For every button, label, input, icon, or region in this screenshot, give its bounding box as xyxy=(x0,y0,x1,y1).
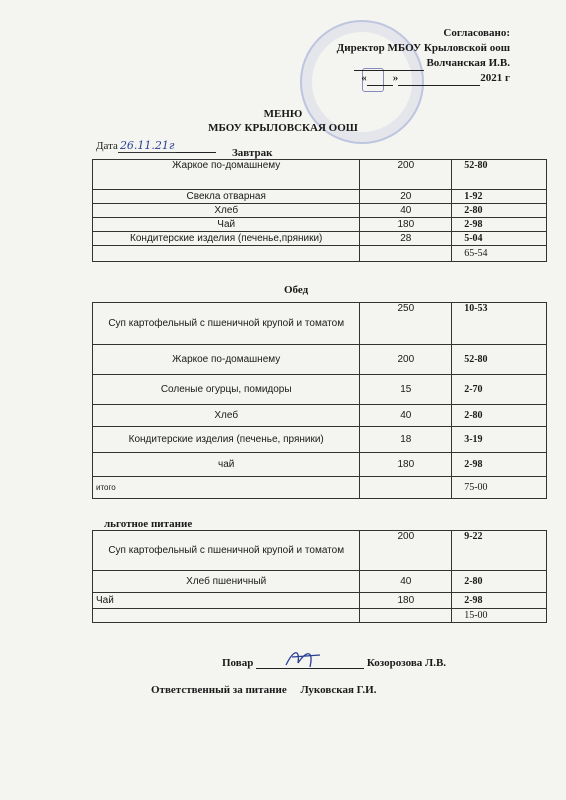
table-row xyxy=(93,427,547,453)
approval-date-close-quote: » xyxy=(392,72,399,84)
table-row xyxy=(93,593,547,609)
approval-date-open-quote: « xyxy=(361,72,367,84)
approval-name: Волчанская И.В. xyxy=(426,57,510,69)
dish-name: Кондитерские изделия (печенье,пряники) xyxy=(93,232,360,246)
table-row xyxy=(93,405,547,427)
cook-signature-row xyxy=(222,657,446,669)
dish-qty: 15 xyxy=(360,375,452,405)
cook-name: Козорозова Л.В. xyxy=(366,657,447,669)
dish-price: 2-98 xyxy=(452,218,547,232)
dish-price: 5-04 xyxy=(452,232,547,246)
dish-qty: 18 xyxy=(360,427,452,453)
dish-name: Чай xyxy=(93,593,360,609)
dish-price: 3-19 xyxy=(452,427,547,453)
lunch-total: 75-00 xyxy=(452,477,547,499)
dish-price: 2-70 xyxy=(452,375,547,405)
table-row xyxy=(93,453,547,477)
approval-position: Директор МБОУ Крыловской оош xyxy=(336,42,510,54)
dish-price: 2-98 xyxy=(452,453,547,477)
date-label: Дата xyxy=(96,140,118,152)
dish-qty: 40 xyxy=(360,571,452,593)
dish-price: 10-53 xyxy=(452,303,547,345)
dish-qty: 40 xyxy=(360,204,452,218)
breakfast-total: 65-54 xyxy=(452,246,547,262)
responsible-row xyxy=(151,684,376,696)
table-row xyxy=(93,345,547,375)
table-row xyxy=(93,232,547,246)
responsible-label: Ответственный за питание xyxy=(151,684,287,696)
table-row xyxy=(93,160,547,190)
dish-qty: 28 xyxy=(360,232,452,246)
discount-total: 15-00 xyxy=(452,609,547,623)
dish-qty: 180 xyxy=(360,593,452,609)
table-row xyxy=(93,190,547,204)
approval-date-row xyxy=(337,71,510,86)
dish-qty: 200 xyxy=(360,345,452,375)
table-row xyxy=(93,477,547,499)
approval-signature-row xyxy=(337,56,510,71)
dish-name: Кондитерские изделия (печенье, пряники) xyxy=(93,427,360,453)
cook-label: Повар xyxy=(222,657,254,669)
dish-qty: 250 xyxy=(360,303,452,345)
dish-name: Суп картофельный с пшеничной крупой и томатом xyxy=(93,531,360,571)
school-name: МБОУ КРЫЛОВСКАЯ ООШ xyxy=(208,122,358,134)
table-row xyxy=(93,571,547,593)
approval-year: 2021 г xyxy=(480,72,510,84)
lunch-total-label: итого xyxy=(93,477,360,499)
dish-price: 2-98 xyxy=(452,593,547,609)
table-row xyxy=(93,303,547,345)
dish-qty: 180 xyxy=(360,453,452,477)
dish-qty: 40 xyxy=(360,405,452,427)
date-row xyxy=(96,139,216,153)
discount-table xyxy=(92,530,547,623)
dish-qty: 200 xyxy=(360,531,452,571)
table-row xyxy=(93,204,547,218)
dish-qty: 180 xyxy=(360,218,452,232)
dish-price: 2-80 xyxy=(452,204,547,218)
responsible-name: Луковская Г.И. xyxy=(300,684,377,696)
dish-name: Свекла отварная xyxy=(93,190,360,204)
dish-price: 1-92 xyxy=(452,190,547,204)
table-row xyxy=(93,246,547,262)
dish-qty: 20 xyxy=(360,190,452,204)
breakfast-title: Завтрак xyxy=(232,147,273,159)
dish-name: Суп картофельный с пшеничной крупой и томатом xyxy=(93,303,360,345)
breakfast-table xyxy=(92,159,547,262)
dish-price: 52-80 xyxy=(452,345,547,375)
dish-price: 2-80 xyxy=(452,405,547,427)
dish-name: чай xyxy=(93,453,360,477)
dish-name: Соленые огурцы, помидоры xyxy=(93,375,360,405)
dish-name: Хлеб xyxy=(93,204,360,218)
date-value: 26.11.21г xyxy=(119,139,175,152)
document-title: МЕНЮ xyxy=(263,108,303,120)
table-row xyxy=(93,375,547,405)
table-row xyxy=(93,609,547,623)
approval-block xyxy=(337,26,510,86)
table-row xyxy=(93,531,547,571)
dish-name: Жаркое по-домашнему xyxy=(93,160,360,190)
approval-heading: Согласовано: xyxy=(443,27,510,39)
dish-price: 52-80 xyxy=(452,160,547,190)
discount-title: льготное питание xyxy=(104,518,193,530)
lunch-table xyxy=(92,302,547,499)
dish-name: Хлеб xyxy=(93,405,360,427)
dish-qty: 200 xyxy=(360,160,452,190)
table-row xyxy=(93,218,547,232)
dish-name: Жаркое по-домашнему xyxy=(93,345,360,375)
lunch-title: Обед xyxy=(284,284,309,296)
handwritten-signature xyxy=(280,645,330,671)
dish-price: 9-22 xyxy=(452,531,547,571)
dish-name: Хлеб пшеничный xyxy=(93,571,360,593)
dish-name: Чай xyxy=(93,218,360,232)
dish-price: 2-80 xyxy=(452,571,547,593)
